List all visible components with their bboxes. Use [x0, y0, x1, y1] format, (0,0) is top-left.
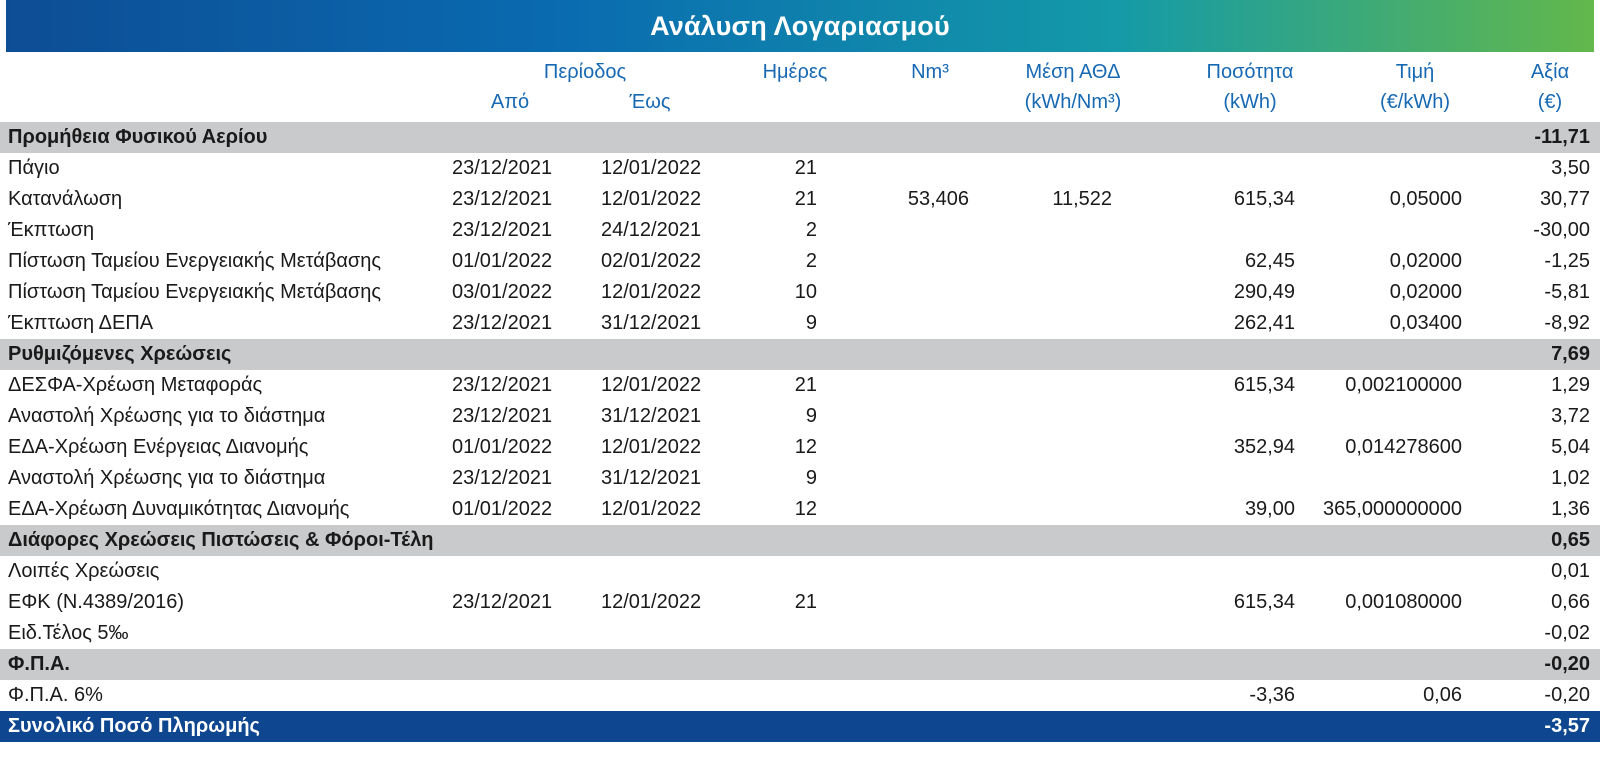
period-from: 03/01/2022 [452, 281, 553, 303]
table-row [0, 401, 1600, 432]
days-cell: 12 [794, 498, 817, 520]
row-label: Πίστωση Ταμείου Ενεργειακής Μετάβασης [8, 250, 382, 272]
row-label: Αναστολή Χρέωσης για το διάστημα [8, 405, 326, 427]
period-from: 23/12/2021 [452, 157, 553, 179]
value-cell: 3,50 [1551, 157, 1590, 179]
value-cell: -30,00 [1533, 219, 1590, 241]
days-cell: 21 [794, 374, 817, 396]
header-price-unit: (€/kWh) [1380, 91, 1450, 113]
quantity-cell: 615,34 [1233, 374, 1295, 396]
header-nm3: Nm³ [911, 61, 949, 83]
period-to: 12/01/2022 [601, 281, 702, 303]
period-from: 23/12/2021 [452, 312, 553, 334]
period-to: 31/12/2021 [601, 312, 702, 334]
period-to: 24/12/2021 [601, 219, 702, 241]
header-to: Έως [629, 91, 671, 113]
value-cell: -5,81 [1544, 281, 1590, 303]
price-cell: 0,002100000 [1345, 374, 1462, 396]
row-label: ΔΕΣΦΑ-Χρέωση Μεταφοράς [8, 374, 263, 396]
row-label: Ειδ.Τέλος 5‰ [8, 622, 129, 644]
page-title: Ανάλυση Λογαριασμού [650, 10, 950, 41]
period-from: 23/12/2021 [452, 188, 553, 210]
period-from: 23/12/2021 [452, 467, 553, 489]
value-cell: 5,04 [1551, 436, 1590, 458]
table-row [0, 556, 1600, 587]
quantity-cell: 290,49 [1233, 281, 1295, 303]
value-cell: 1,29 [1551, 374, 1590, 396]
quantity-cell: -3,36 [1249, 684, 1295, 706]
value-cell: 0,01 [1551, 560, 1590, 582]
value-cell: 1,02 [1551, 467, 1590, 489]
days-cell: 9 [805, 312, 817, 334]
table-row [0, 680, 1600, 711]
header-gcv: Μέση ΑΘΔ [1025, 61, 1121, 83]
price-cell: 0,06 [1423, 684, 1462, 706]
bill-table-body [0, 122, 1600, 742]
table-row [0, 246, 1600, 277]
row-label: ΕΦΚ (Ν.4389/2016) [8, 591, 185, 613]
price-cell: 0,02000 [1389, 250, 1462, 272]
quantity-cell: 39,00 [1244, 498, 1295, 520]
price-cell: 365,000000000 [1322, 498, 1462, 520]
price-cell: 0,02000 [1389, 281, 1462, 303]
period-to: 12/01/2022 [601, 188, 702, 210]
section-row [0, 339, 1600, 370]
value-cell: 3,72 [1551, 405, 1590, 427]
total-value-cell: -3,57 [1544, 715, 1590, 737]
section-value-cell: -11,71 [1534, 126, 1590, 148]
days-cell: 9 [805, 467, 817, 489]
price-cell: 0,001080000 [1345, 591, 1462, 613]
table-row [0, 494, 1600, 525]
days-cell: 2 [805, 250, 817, 272]
table-row [0, 370, 1600, 401]
price-cell: 0,05000 [1389, 188, 1462, 210]
row-label: Έκπτωση ΔΕΠΑ [8, 312, 154, 334]
header-from: Από [490, 91, 530, 113]
quantity-cell: 352,94 [1233, 436, 1295, 458]
header-quantity: Ποσότητα [1206, 61, 1294, 83]
header-price: Τιμή [1395, 61, 1435, 83]
period-from: 23/12/2021 [452, 219, 553, 241]
section-row [0, 122, 1600, 153]
section-row-label: Προμήθεια Φυσικού Αερίου [8, 126, 268, 148]
days-cell: 21 [794, 188, 817, 210]
section-row [0, 525, 1600, 556]
row-label: Έκπτωση [8, 219, 95, 241]
period-to: 12/01/2022 [601, 374, 702, 396]
value-cell: 1,36 [1551, 498, 1590, 520]
header-days: Ημέρες [762, 61, 828, 83]
header-gcv-unit: (kWh/Nm³) [1024, 91, 1122, 113]
total-row [0, 711, 1600, 742]
gcv-cell: 11,522 [1052, 188, 1112, 210]
row-label: Αναστολή Χρέωσης για το διάστημα [8, 467, 326, 489]
value-cell: -8,92 [1544, 312, 1590, 334]
table-row [0, 184, 1600, 215]
table-row [0, 308, 1600, 339]
quantity-cell: 262,41 [1233, 312, 1295, 334]
period-from: 01/01/2022 [452, 498, 553, 520]
period-to: 31/12/2021 [601, 467, 702, 489]
value-cell: -1,25 [1544, 250, 1590, 272]
days-cell: 10 [794, 281, 817, 303]
value-cell: 0,66 [1551, 591, 1590, 613]
section-value-cell: 0,65 [1551, 529, 1590, 551]
value-cell: -0,02 [1544, 622, 1590, 644]
row-label: ΕΔΑ-Χρέωση Ενέργειας Διανομής [8, 436, 309, 458]
price-cell: 0,03400 [1389, 312, 1462, 334]
table-row [0, 215, 1600, 246]
table-row [0, 587, 1600, 618]
period-to: 31/12/2021 [601, 405, 702, 427]
period-from: 01/01/2022 [452, 436, 553, 458]
row-label: Λοιπές Χρεώσεις [8, 560, 160, 582]
section-row [0, 649, 1600, 680]
period-to: 12/01/2022 [601, 591, 702, 613]
days-cell: 21 [794, 157, 817, 179]
header-quantity-unit: (kWh) [1223, 91, 1277, 113]
table-row [0, 277, 1600, 308]
period-to: 12/01/2022 [601, 436, 702, 458]
row-label: ΕΔΑ-Χρέωση Δυναμικότητας Διανομής [8, 498, 350, 520]
page-title-bar [6, 0, 1594, 52]
section-value-cell: -0,20 [1544, 653, 1590, 675]
days-cell: 9 [805, 405, 817, 427]
total-row-label: Συνολικό Ποσό Πληρωμής [8, 715, 260, 737]
header-period: Περίοδος [543, 61, 627, 83]
row-label: Πίστωση Ταμείου Ενεργειακής Μετάβασης [8, 281, 382, 303]
row-label: Κατανάλωση [8, 188, 123, 210]
quantity-cell: 62,45 [1244, 250, 1295, 272]
quantity-cell: 615,34 [1233, 188, 1295, 210]
days-cell: 21 [794, 591, 817, 613]
section-value-cell: 7,69 [1551, 343, 1590, 365]
period-to: 12/01/2022 [601, 498, 702, 520]
header-value: Αξία [1530, 61, 1570, 83]
header-value-unit: (€) [1537, 91, 1563, 113]
period-from: 23/12/2021 [452, 591, 553, 613]
period-to: 12/01/2022 [601, 157, 702, 179]
period-from: 01/01/2022 [452, 250, 553, 272]
period-from: 23/12/2021 [452, 405, 553, 427]
table-row [0, 463, 1600, 494]
price-cell: 0,014278600 [1345, 436, 1462, 458]
nm3-cell: 53,406 [907, 188, 969, 210]
table-row [0, 432, 1600, 463]
period-to: 02/01/2022 [601, 250, 702, 272]
value-cell: -0,20 [1544, 684, 1590, 706]
value-cell: 30,77 [1539, 188, 1590, 210]
quantity-cell: 615,34 [1233, 591, 1295, 613]
table-row [0, 153, 1600, 184]
section-row-label: Διάφορες Χρεώσεις Πιστώσεις & Φόροι-Τέλη [8, 529, 434, 551]
days-cell: 2 [805, 219, 817, 241]
section-row-label: Ρυθμιζόμενες Χρεώσεις [8, 343, 232, 365]
row-label: Πάγιο [8, 157, 60, 179]
table-row [0, 618, 1600, 649]
row-label: Φ.Π.Α. 6% [8, 684, 103, 706]
section-row-label: Φ.Π.Α. [8, 653, 70, 675]
days-cell: 12 [794, 436, 817, 458]
period-from: 23/12/2021 [452, 374, 553, 396]
